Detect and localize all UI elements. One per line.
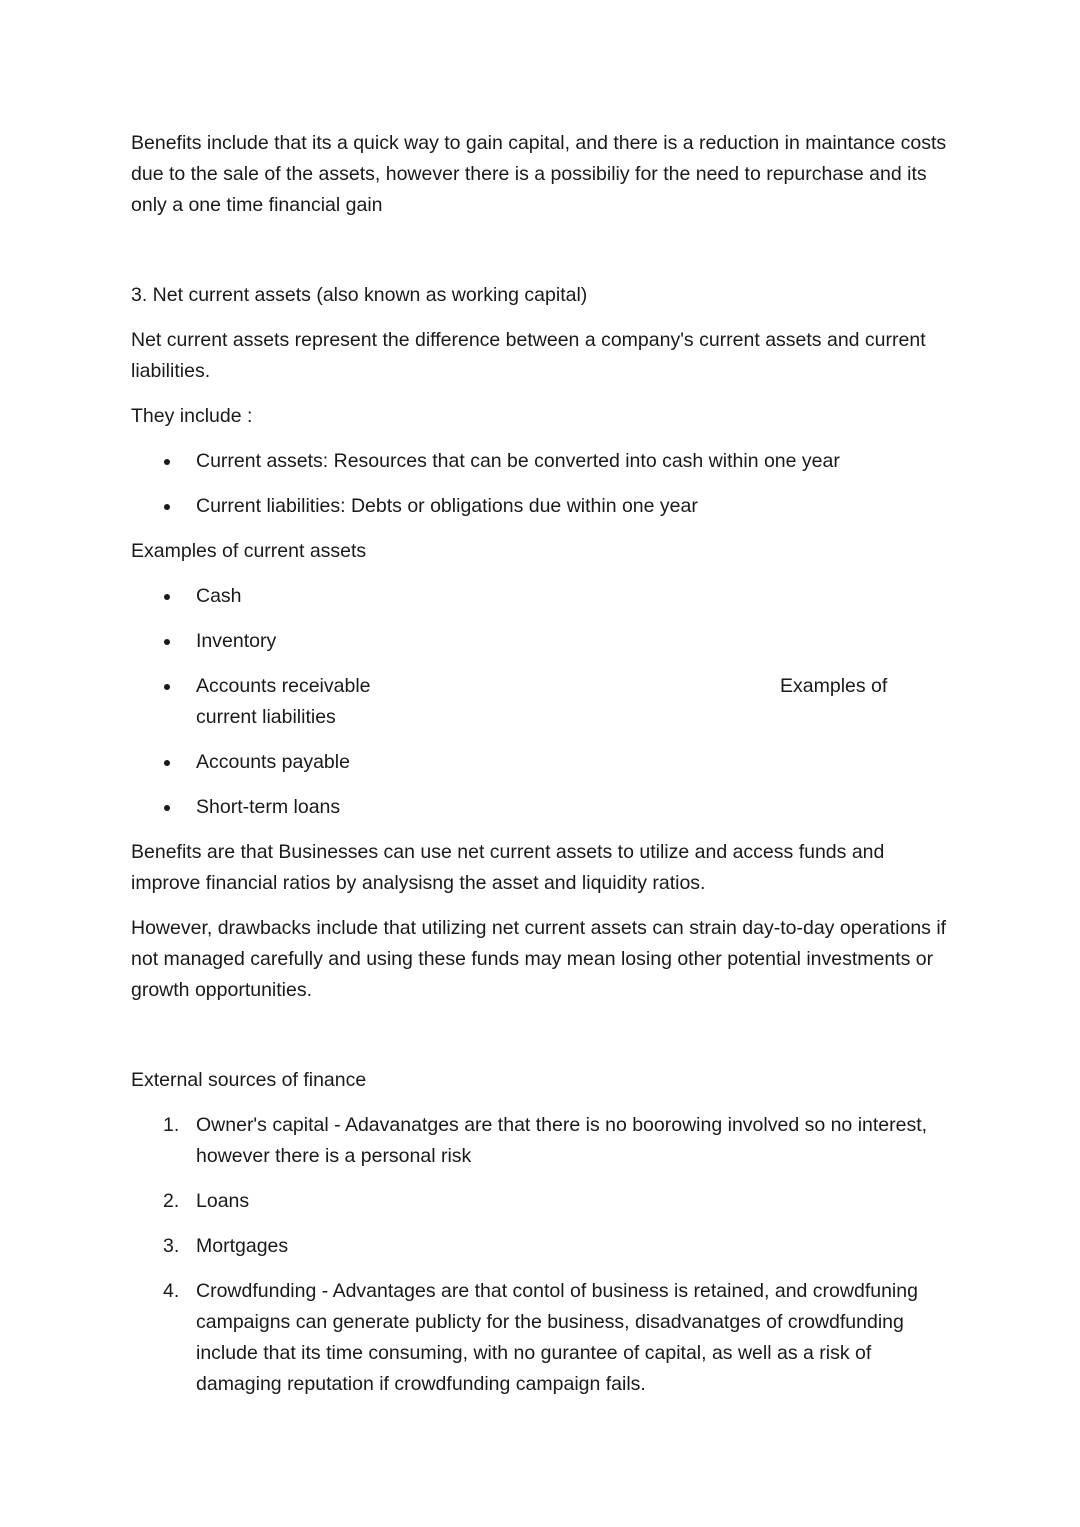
net-current-assets-definition: Net current assets represent the difference between a company's current assets and current liabilities. [131, 329, 926, 382]
list-item-text: Loans [196, 1190, 250, 1212]
net-current-assets-benefits: Benefits are that Businesses can use net current assets to utilize and access funds and improve financial ratios by analysisng the asset and liquidity ratios. [131, 841, 885, 894]
list-number: 4. [163, 1280, 180, 1302]
bullet-icon [164, 504, 170, 510]
list-item [131, 1231, 951, 1262]
list-item-text: Current assets: Resources that can be converted into cash within one year [196, 450, 840, 472]
examples-current-assets-label: Examples of current assets [131, 540, 367, 562]
list-item-text: Accounts receivable [196, 675, 371, 697]
they-include-label: They include : [131, 405, 253, 427]
bullet-icon [164, 594, 170, 600]
list-number: 3. [163, 1235, 180, 1257]
list-item [131, 1186, 951, 1217]
list-item-text: Mortgages [196, 1235, 289, 1257]
external-sources-list [131, 1110, 951, 1400]
list-item [131, 626, 951, 657]
document-page [131, 128, 951, 1414]
list-item-text: Accounts payable [196, 751, 350, 773]
section-3-heading: 3. Net current assets (also known as working capital) [131, 284, 588, 306]
list-item [131, 446, 951, 477]
list-number: 1. [163, 1114, 180, 1136]
net-current-assets-drawbacks: However, drawbacks include that utilizing net current assets can strain day-to-day operations if not managed carefully and using these funds may mean losing other potential investments or growth opportunities. [131, 917, 947, 1001]
list-item [131, 1110, 951, 1172]
list-item-text: Inventory [196, 630, 277, 652]
bullet-icon [164, 639, 170, 645]
examples-liabilities-label-part2: current liabilities [196, 706, 336, 728]
examples-list [131, 581, 951, 823]
list-item [131, 792, 951, 823]
bullet-icon [164, 684, 170, 690]
intro-benefits-paragraph: Benefits include that its a quick way to gain capital, and there is a reduction in maintance costs due to the sale of the assets, however there is a possibiliy for the need to repurchase and its only a one time financial gain [131, 132, 947, 216]
list-number: 2. [163, 1190, 180, 1212]
external-sources-heading: External sources of finance [131, 1069, 367, 1091]
bullet-icon [164, 805, 170, 811]
list-item [131, 581, 951, 612]
list-item-text: Crowdfunding - Advantages are that contol of business is retained, and crowdfuning campaigns can generate publicty for the business, disadvanatges of crowdfunding include that its time consuming, with no gurantee of capital, as well as a risk of damaging reputation if crowdfunding campaign fails. [196, 1280, 918, 1395]
bullet-icon [164, 760, 170, 766]
examples-liabilities-label-part1: Examples of [780, 675, 888, 697]
list-item-text: Short-term loans [196, 796, 341, 818]
bullet-icon [164, 459, 170, 465]
list-item [131, 1276, 951, 1400]
list-item-text: Cash [196, 585, 242, 607]
includes-list [131, 446, 951, 522]
list-item [131, 671, 951, 733]
list-item [131, 491, 951, 522]
list-item-text: Owner's capital - Adavanatges are that there is no boorowing involved so no interest, however there is a personal risk [196, 1114, 928, 1167]
list-item [131, 747, 951, 778]
list-item-text: Current liabilities: Debts or obligations due within one year [196, 495, 698, 517]
